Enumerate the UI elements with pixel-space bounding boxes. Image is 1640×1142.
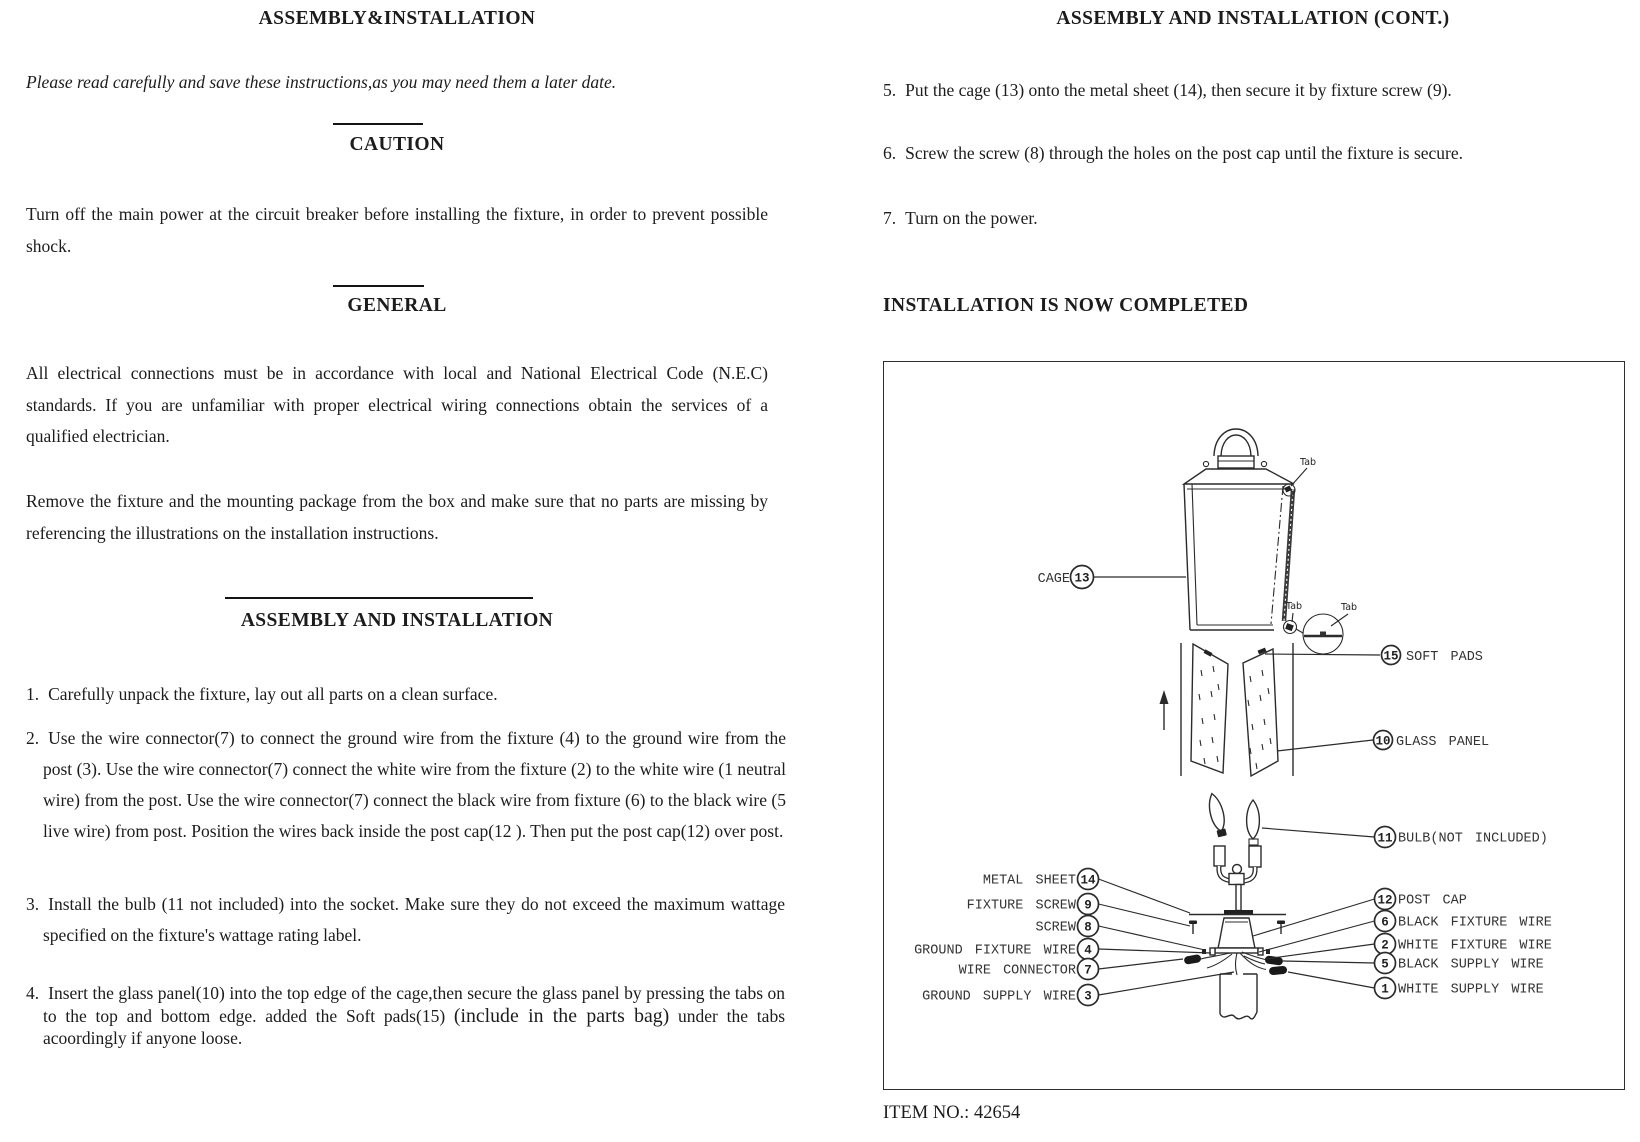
num-14: 14 [1080,873,1096,888]
cage-label-text: CAGE [1037,572,1070,587]
step-4-text-end: under the tabs acoordingly if anyone loose. [43,1005,785,1048]
label-white-fixture-wire: WHITE FIXTURE WIRE [1398,938,1552,954]
label-black-supply-wire: BLACK SUPPLY WIRE [1398,957,1544,973]
up-arrow-head [1160,690,1169,704]
cage-roof [1184,469,1294,484]
leader-6 [1259,921,1375,952]
wire-connector-right-lower [1269,966,1288,976]
label-black-fixture-wire: BLACK FIXTURE WIRE [1398,915,1552,931]
bulb-left-glass [1206,792,1228,833]
step-5 [883,75,1600,106]
tab-label-bottom-1: Tab [1286,601,1303,612]
tab-label-bottom-2: Tab [1341,602,1358,613]
bulb-right-base [1249,839,1258,845]
step-1-number: 1. [26,684,40,704]
step-5-number: 5. [883,80,897,100]
label-metal-sheet: METAL SHEET [982,873,1076,889]
step-7-number: 7. [883,208,897,228]
leader-4 [1099,949,1212,953]
right-title: ASSEMBLY AND INSTALLATION (CONT.) [1056,8,1450,29]
cage-left-edge [1184,484,1190,630]
leader-12 [1253,899,1375,936]
glass-panel-number: 10 [1375,734,1391,749]
num-7: 7 [1084,963,1092,978]
cage-left-inner [1192,484,1197,625]
caution-overline [333,123,423,125]
magnifier-tab-mark [1320,632,1326,636]
label-ground-supply-wire: GROUND SUPPLY WIRE [922,989,1076,1005]
num-2: 2 [1381,938,1389,953]
step-7-text: Turn on the power. [905,208,1038,228]
soft-pads-text: SOFT PADS [1406,650,1483,665]
step-6-text: Screw the screw (8) through the holes on the post cap until the fixture is secure. [905,143,1464,163]
num-8: 8 [1084,920,1092,935]
leader-11 [1262,828,1375,837]
handle-inner-arc [1221,435,1251,456]
num-6: 6 [1381,915,1389,930]
glass-panel-text: GLASS PANEL [1396,735,1490,750]
tab-label-top: Tab [1300,457,1317,468]
label-bulb: BULB(NOT INCLUDED) [1398,831,1548,847]
step-5-text: Put the cage (13) onto the metal sheet (14), then secure it by fixture screw (9). [905,80,1452,100]
tab-bottom2-leader [1331,614,1348,626]
cage-number: 13 [1074,571,1090,586]
step-7 [883,203,1600,234]
step-3-text: Install the bulb (11 not included) into the socket. Make sure they do not exceed the maximum wattage specified on the fixture's wattage rating label. [43,894,785,945]
handle-base [1218,456,1254,468]
step-3-number: 3. [26,894,40,914]
cage-right-dashdot [1271,486,1283,624]
bulb-right-glass [1247,800,1260,839]
label-fixture-screw: FIXTURE SCREW [966,898,1076,914]
label-screw: SCREW [1035,920,1076,936]
soft-pads-number: 15 [1383,649,1399,664]
handle-outer-arc [1214,429,1258,456]
leader-1 [1288,972,1375,988]
fixture-assembly [1184,792,1288,1019]
general-overline [333,285,424,287]
step-4-text-highlight: (include in the parts bag) [453,1004,670,1027]
bulb-left [1206,792,1229,838]
wire-connector-left [1184,954,1202,965]
step-4 [26,982,785,1050]
caution-heading: CAUTION [349,134,445,155]
step-2-text: Use the wire connector(7) to connect the ground wire from the fixture (4) to the ground wire from the post (3). Use the wire connector(7) connect the white wire from the fixture (2) to the white wire (1 neutral wire) from the post. Use the wire connector(7) connect the black wire from fixture (6) to the black wire (5 live wire) from post. Position the wires back inside the post cap(12 ). Then put the post cap(12) over post. [43,728,786,841]
wire-left-2 [1207,954,1232,968]
num-12: 12 [1377,893,1393,908]
num-11: 11 [1377,831,1393,846]
socket-right [1249,846,1261,867]
screw-right-head [1277,921,1285,925]
roof-hook-right [1261,461,1266,466]
cage-drawing [1184,429,1297,634]
flange-tab-left [1210,948,1215,955]
assembly-overline [225,597,533,599]
label-wire-connector: WIRE CONNECTOR [958,963,1076,979]
post-body [1220,974,1257,1014]
glass-panel-section [1160,643,1294,776]
glass-panel-label [1277,731,1489,752]
tab-mark-bottom [1285,623,1294,631]
post-break-wave [1220,1012,1257,1019]
num-5: 5 [1381,957,1389,972]
general-heading: GENERAL [347,295,447,316]
step-3 [26,889,785,951]
diagram-box [883,361,1625,1090]
soft-pads-leader [1265,654,1380,655]
leader-8 [1099,926,1206,950]
intro-note: Please read carefully and save these instructions,as you may need them a later date. [26,72,617,92]
tab-top-leader [1291,468,1307,486]
leader-7 [1099,959,1184,969]
label-post-cap: POST CAP [1398,893,1467,909]
post-cap-flange [1215,948,1258,953]
roof-hook-left [1203,461,1208,466]
general-paragraph-1: All electrical connections must be in accordance with local and National Electrical Code (N.E.C) standards. If you are unfamiliar with proper electrical wiring connections obtain the services of a qualified electrician. [26,363,768,446]
label-ground-fixture-wire: GROUND FIXTURE WIRE [914,943,1076,959]
caution-paragraph: Turn off the main power at the circuit breaker before installing the fixture, in order to prevent possible shock. [26,204,768,256]
step-1 [26,679,785,710]
soft-pads-label [1265,646,1483,666]
step-6-number: 6. [883,143,897,163]
step-6 [883,138,1600,169]
num-3: 3 [1084,989,1092,1004]
step-2 [26,723,786,847]
glass-panel-leader [1277,740,1373,751]
wire-ground-center [1236,953,1238,975]
completed-heading: INSTALLATION IS NOW COMPLETED [883,295,1249,316]
exploded-diagram [884,362,1624,1089]
cage-label [1038,566,1186,589]
assembly-heading: ASSEMBLY AND INSTALLATION [240,610,554,631]
glass-panel-right [1243,649,1278,776]
left-title: ASSEMBLY&INSTALLATION [258,8,536,29]
num-4: 4 [1084,943,1092,958]
leader-3 [1099,972,1235,995]
leader-5 [1283,961,1375,963]
num-9: 9 [1084,898,1092,913]
magnifier-connector [1296,629,1303,633]
screw-left-head [1189,921,1197,925]
leader-14 [1099,879,1191,913]
socket-left [1214,846,1225,866]
part-labels-right [1253,827,1552,999]
general-paragraph-2: Remove the fixture and the mounting package from the box and make sure that no parts are missing by referencing the illustrations on the installation instructions. [26,491,768,543]
part-labels-left [914,869,1234,1006]
num-1: 1 [1381,982,1389,997]
arm-hub [1229,874,1244,885]
step-4-number: 4. [26,983,40,1003]
arm-center-ball [1233,865,1242,874]
step-4-text: Insert the glass panel(10) into the top edge of the cage,then secure the glass panel by pressing the tabs on to the top and bottom edge. added the Soft pads(15) [43,983,785,1026]
item-number: ITEM NO.: 42654 [883,1103,1021,1123]
center-stem [1236,885,1241,911]
glass-panel-left [1191,644,1228,773]
step-2-number: 2. [26,728,40,748]
label-white-supply-wire: WHITE SUPPLY WIRE [1398,982,1544,998]
step-1-text: Carefully unpack the fixture, lay out all parts on a clean surface. [48,684,498,704]
